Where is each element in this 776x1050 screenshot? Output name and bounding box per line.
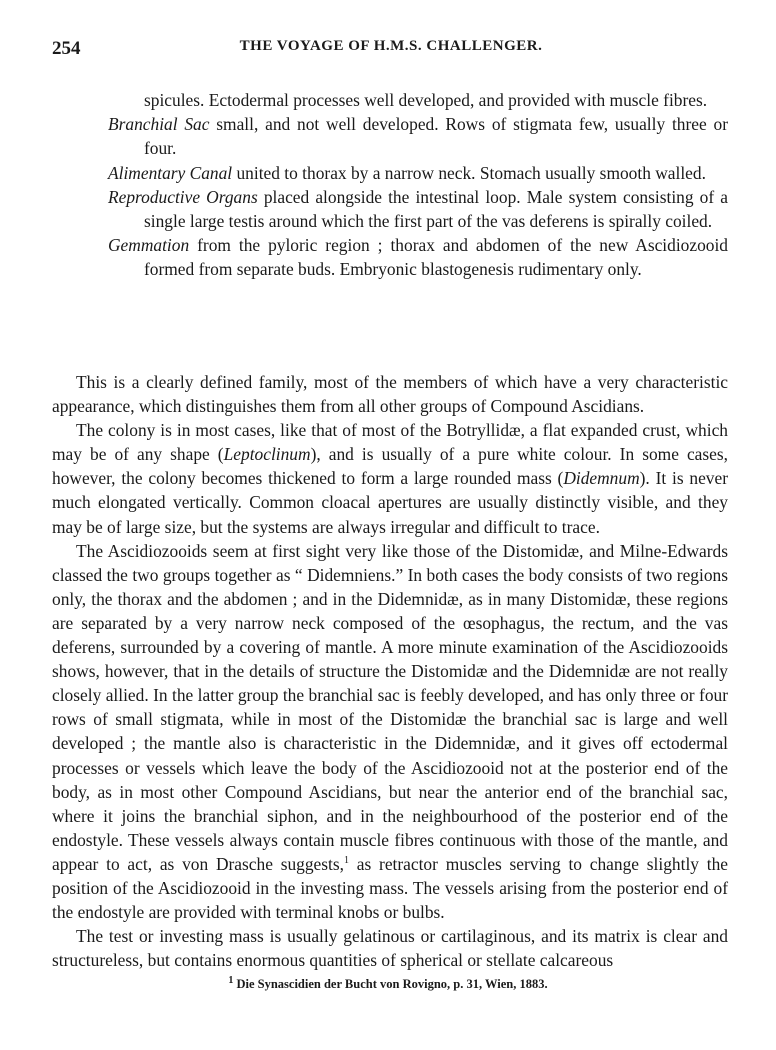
footnote-marker: 1 — [228, 974, 234, 986]
footnote-text: Die Synascidien der Bucht von Rovigno, p. 31, Wien, 1883. — [233, 977, 548, 991]
paragraph-family-definition: This is a clearly defined family, most of the members of which have a very characteristic appearance, which distinguishes them from all other groups of Compound Ascidians. — [52, 372, 728, 417]
definition-alimentary-canal — [108, 161, 728, 185]
definition-text: united to thorax by a narrow neck. Stomach usually smooth walled. — [232, 162, 706, 183]
paragraph-ascidiozooids — [52, 539, 728, 925]
text-run: ), and is usually of a pure white colour. In some cases, however, the colony becomes thickened to form a large rounded mass ( — [52, 444, 729, 489]
definition-gemmation — [108, 233, 728, 281]
text-run: The colony is in most cases, like that of most of the Botryllidæ, a flat expanded crust, which may be of any shape ( — [52, 420, 728, 465]
paragraph-colony — [52, 418, 728, 538]
footnote-reference: 1 — [343, 855, 349, 867]
family-characters-list — [108, 88, 728, 282]
definition-text: spicules. Ectodermal processes well developed, and provided with muscle fibres. — [144, 90, 708, 110]
definition-continuation — [108, 88, 728, 112]
definition-text: from the pyloric region ; thorax and abdomen of the new Ascidiozooid formed from separate buds. Embryonic blastogenesis rudimentary only. — [144, 235, 728, 280]
genus-name: Leptoclinum — [223, 444, 311, 465]
definition-text: placed alongside the intestinal loop. Male system consisting of a single large testis around which the first part of the vas deferens is spirally coiled. — [144, 186, 728, 232]
text-run: ). It is never much elongated vertically. Common cloacal apertures are usually distinctly visible, and they may be of large size, but the systems are always irregular and difficult to trace. — [52, 468, 728, 537]
definition-branchial-sac — [108, 112, 728, 160]
definition-term: Reproductive Organs — [108, 186, 258, 207]
running-title: THE VOYAGE OF H.M.S. CHALLENGER. — [239, 38, 543, 54]
genus-name: Didemnum — [563, 468, 640, 489]
page-number: 254 — [52, 38, 81, 59]
definition-term: Branchial Sac — [108, 114, 210, 135]
definition-reproductive-organs — [108, 185, 728, 233]
definition-text: small, and not well developed. Rows of stigmata few, usually three or four. — [144, 114, 728, 159]
definition-term: Gemmation — [108, 235, 190, 256]
footnote — [0, 974, 776, 992]
definition-term: Alimentary Canal — [108, 162, 233, 183]
text-run: as retractor muscles serving to change slightly the position of the Ascidiozooid in the investing mass. The vessels arising from the posterior end of the endostyle are provided with terminal knobs or bulbs. — [52, 853, 728, 923]
text-run: The Ascidiozooids seem at first sight very like those of the Distomidæ, and Milne-Edwards classed the two groups together as “ Didemniens.” In both cases the body consists of two regions only, the thorax and the abdomen ; and in the Didemnidæ, as in many Distomidæ, these regions are separated by a very narrow neck composed of the œsophagus, the rectum, and the vas deferens, surrounded by a covering of mantle. A more minute examination of the Ascidiozooids shows, however, that in the details of structure the Distomidæ and the Didemnidæ are not really closely allied. In the latter group the branchial sac is feebly developed, and has only three or four rows of small stigmata, while in most of the Distomidæ the branchial sac is large and well developed ; the mantle also is characteristic in the Didemnidæ, and it gives off ectodermal processes or vessels which leave the body of the Ascidiozooid not at the posterior end of the body, as in most other Compound Ascidians, but near the anterior end of the branchial sac, where it joins the branchial siphon, and in the neighbourhood of the posterior end of the endostyle. These vessels always contain muscle fibres continuous with those of the mantle, and appear to act, as von Drasche suggests, — [52, 540, 728, 874]
body-text — [52, 370, 728, 972]
paragraph-test: The test or investing mass is usually gelatinous or cartilaginous, and its matrix is clear and structureless, but contains enormous quantities of spherical or stellate calcareous — [52, 926, 728, 971]
page-header — [52, 38, 730, 64]
